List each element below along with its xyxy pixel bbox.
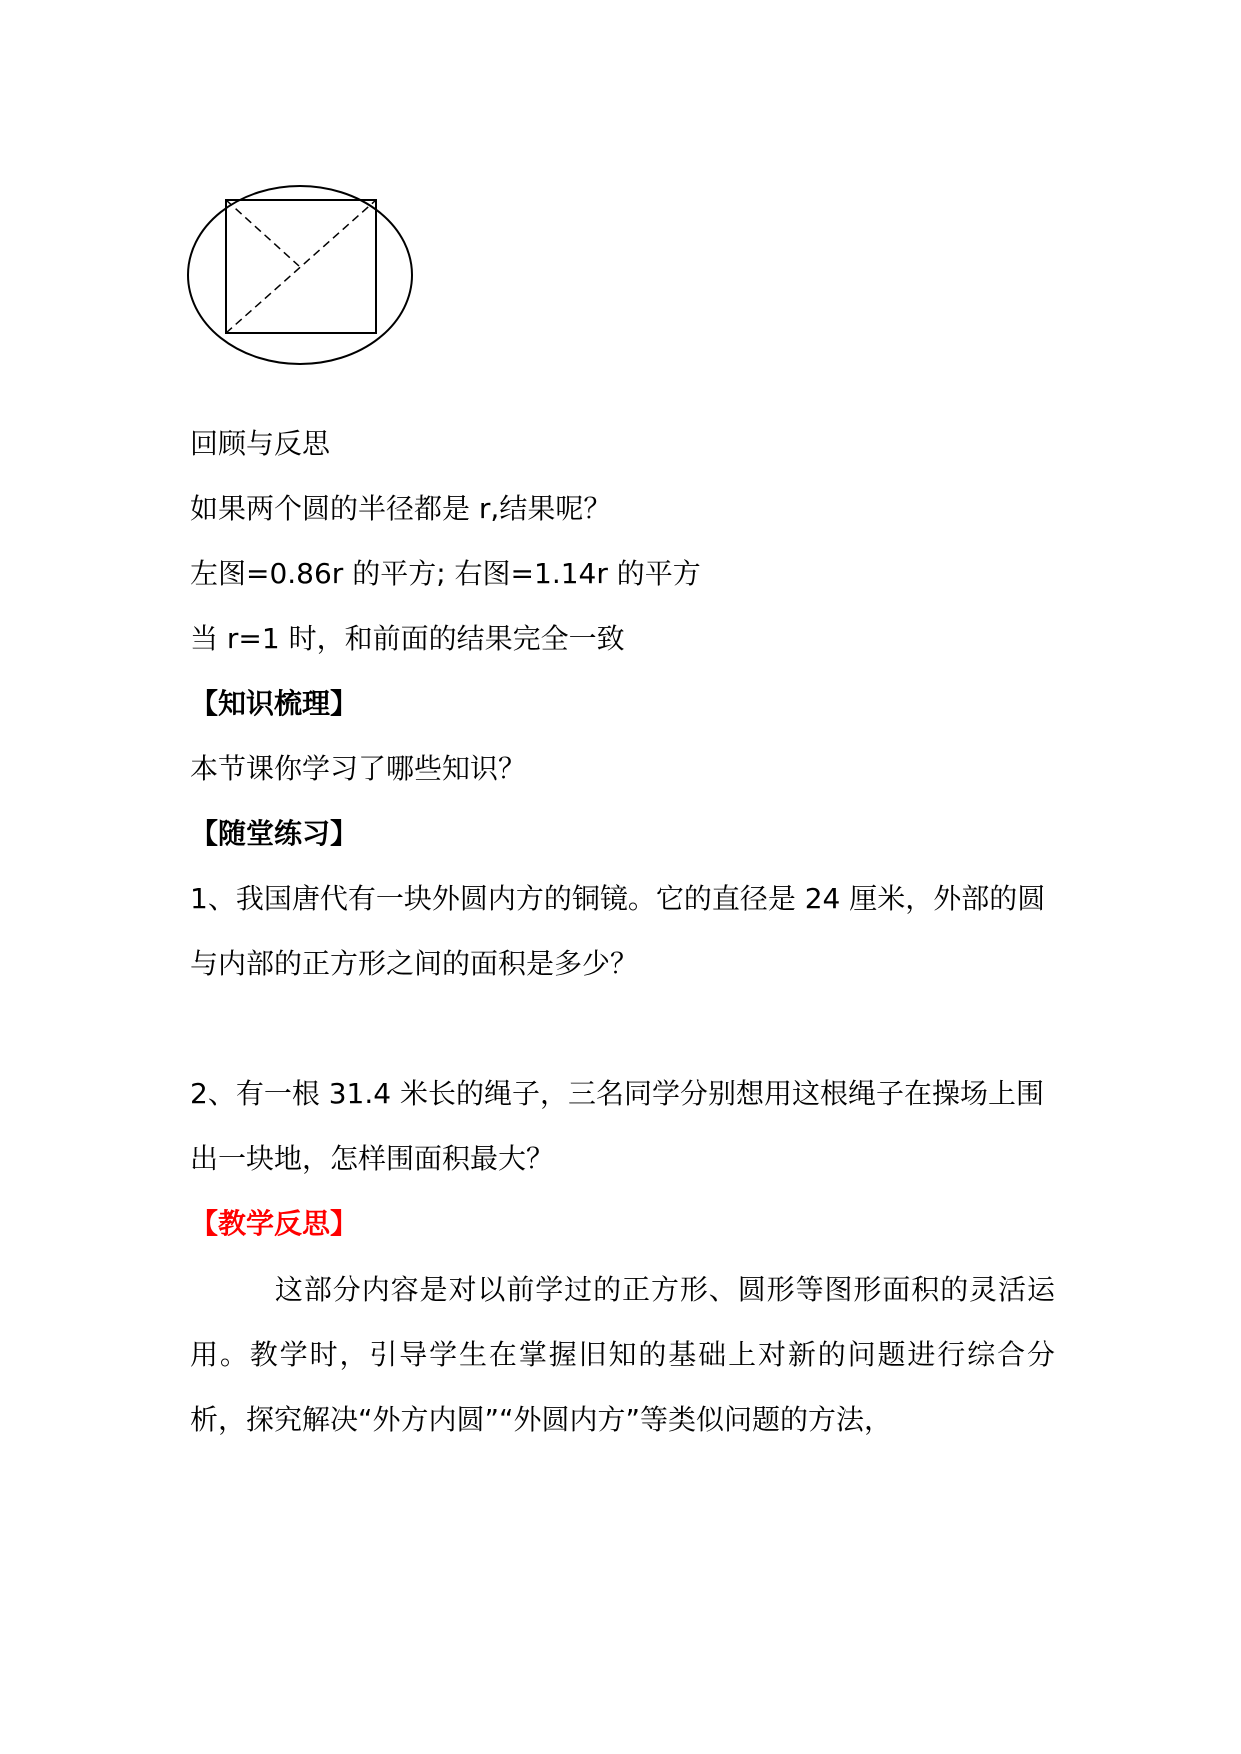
reflection-paragraph: [190, 1257, 1055, 1452]
review-answer: 左图=0.86r 的平方; 右图=1.14r 的平方: [190, 557, 701, 590]
reflection-text: 这部分内容是对以前学过的正方形、圆形等图形面积的灵活运用。教学时，引导学生在掌握旧知的基础上对新的问题进行综合分析，探究解决“外方内圆”“外圆内方”等类似问题的方法，: [190, 1273, 1055, 1436]
circle-square-icon: [186, 180, 416, 370]
circle-square-figure: [186, 180, 416, 374]
practice-heading: 【随堂练习】: [190, 817, 359, 850]
practice-item-2-line-1: 2、有一根 31.4 米长的绳子，三名同学分别想用这根绳子在操场上围: [190, 1077, 1044, 1110]
knowledge-heading: 【知识梳理】: [190, 687, 359, 720]
practice-item-2-line-2: 出一块地，怎样围面积最大？: [190, 1142, 555, 1175]
review-conclusion: 当 r=1 时，和前面的结果完全一致: [190, 622, 625, 655]
knowledge-question: 本节课你学习了哪些知识？: [190, 752, 527, 785]
reflection-heading: 【教学反思】: [190, 1207, 359, 1240]
practice-item-1-line-1: 1、我国唐代有一块外圆内方的铜镜。它的直径是 24 厘米，外部的圆: [190, 882, 1046, 915]
review-title: 回顾与反思: [190, 427, 331, 460]
practice-item-1-line-2: 与内部的正方形之间的面积是多少？: [190, 947, 639, 980]
review-question: 如果两个圆的半径都是 r,结果呢？: [190, 492, 612, 525]
